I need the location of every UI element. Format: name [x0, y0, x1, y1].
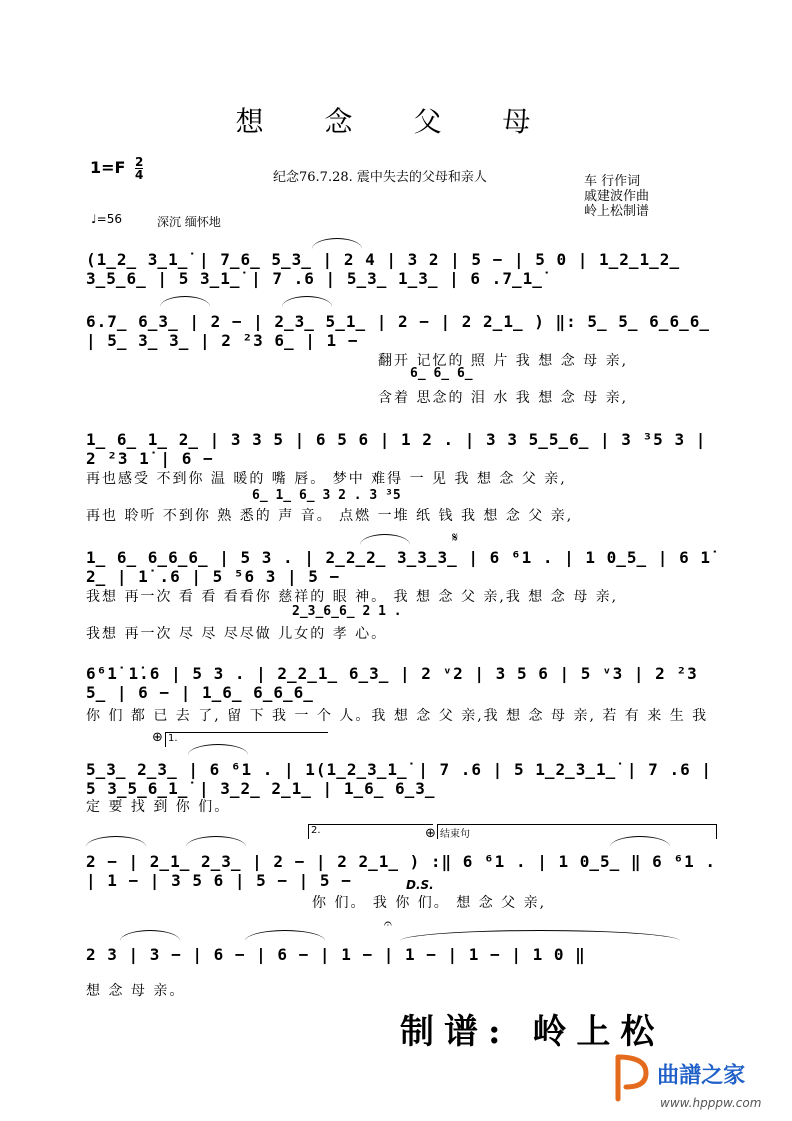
slur — [360, 534, 410, 545]
first-ending: 1. — [165, 732, 328, 747]
slur — [120, 930, 180, 941]
key-signature — [90, 156, 143, 181]
second-ending: 2. — [308, 824, 433, 839]
time-signature — [135, 156, 143, 181]
lyric-verse-2: 再也 聆听 不到你 熟 悉的 声 音。 点燃 一堆 纸 钱 我 想 念 父 亲, — [86, 508, 574, 524]
slur — [400, 930, 680, 941]
transcriber-signature: 制谱: 岭上松 — [400, 1012, 665, 1052]
slur — [245, 930, 325, 941]
score-row-4: 1̲ 6̲ 6̲6̲6̲ | 5 3 . | 2̲2̲2̲ 3̲3̲3̲ | 6 ⁶1 . | 1 0̲5̲ | 6 1̇ 2̲ | 1̇ .6 | 5 ⁵6 3 | 5 − — [86, 548, 711, 586]
score-row-8: 2 3 | 3 − | 6 − | 6 − | 1 − | 1 − | 1 − | 1 0 ‖ — [86, 945, 586, 964]
logo-text: 曲譜之家 — [657, 1063, 746, 1089]
lyric-verse-1: 我想 再一次 看 看 看看你 慈祥的 眼 神。 我 想 念 父 亲,我 想 念 母 亲, — [86, 589, 619, 605]
lyric-verse-1: 翻开 记忆的 照 片 我 想 念 母 亲, — [378, 353, 629, 369]
score-row-5: 6⁶1̇ 1̇.6 | 5 3 . | 2̲2̲1̲ 6̲3̲ | 2 ᵛ2 | 3 5 6 | 5 ᵛ3 | 2 ²3 5̲ | 6 − | 1̲6̲ 6̲6̲6̲ — [86, 664, 698, 702]
site-url[interactable]: www.hpppw.com — [660, 1096, 762, 1110]
transcriber-credit: 岭上松制谱 — [584, 204, 650, 219]
lyricist-credit: 车 行作词 — [584, 174, 641, 189]
da-segno-mark: D.S. — [406, 878, 434, 892]
segno-sign: 𝄋 — [452, 530, 459, 546]
logo-mark-icon — [612, 1053, 652, 1103]
coda-sign: ⊕ — [152, 730, 163, 745]
lyric-line: 你 们 都 已 去 了, 留 下 我 一 个 人。我 想 念 父 亲,我 想 念 母 亲, 若 有 来 生 我 — [86, 708, 709, 724]
lyric-verse-2: 含着 思念的 泪 水 我 想 念 母 亲, — [378, 390, 629, 406]
verse-2-variant: 2̲3̲6̲6̲ 2 1 . — [292, 604, 402, 619]
lyric-line: 你 们。 我 你 们。 想 念 父 亲, — [312, 895, 547, 911]
lyric-verse-1: 再也感受 不到你 温 暖的 嘴 唇。 梦中 难得 一 见 我 想 念 父 亲, — [86, 471, 567, 487]
meter-top: 2 — [135, 155, 144, 169]
song-title: 想 念 父 母 — [235, 105, 557, 138]
composer-credit: 戚建波作曲 — [584, 189, 650, 204]
verse-2-variant: 6̲ 1̲ 6̲ 3 2 . 3 ³5 — [252, 488, 401, 503]
slur — [160, 296, 210, 307]
verse-2-variant: 6̲ 6̲ 6̲ — [410, 366, 473, 381]
credits — [584, 174, 649, 219]
meter-bottom: 4 — [135, 168, 144, 182]
slur — [86, 836, 146, 847]
expression-mark: 深沉 缅怀地 — [157, 215, 221, 229]
score-row-7: 2 − | 2̲1̲ 2̲3̲ | 2 − | 2 2̲1̲ ) :‖ 6 ⁶1 . | 1 0̲5̲ ‖ 6 ⁶1 . | 1 − | 3 5 6 | 5 − | 5 − — [86, 852, 716, 890]
final-ending: 结束句 — [437, 824, 717, 839]
fermata-sign: 𝄐 — [384, 916, 392, 932]
slur — [282, 296, 332, 307]
coda-sign: ⊕ — [425, 826, 436, 841]
dedication: 纪念76.7.28. 震中失去的父母和亲人 — [273, 170, 487, 185]
lyric-line: 定 要 找 到 你 们。 — [86, 799, 231, 815]
lyric-verse-2: 我想 再一次 尽 尽 尽尽做 儿女的 孝 心。 — [86, 626, 388, 642]
key-label: 1=F — [90, 158, 126, 177]
lyric-line: 想 念 母 亲。 — [86, 983, 186, 999]
slur — [186, 836, 246, 847]
score-row-2: 6.7̲ 6̲3̲ | 2 − | 2̲3̲ 5̲1̲ | 2 − | 2 2̲1̲ ) ‖: 5̲ 5̲ 6̲6̲6̲ | 5̲ 3̲ 3̲ | 2 ²3 6̲ | 1 − — [86, 312, 710, 350]
tempo-mark: ♩=56 — [91, 212, 122, 226]
slur — [312, 238, 362, 249]
score-row-1: (1̲2̲ 3̲1̲̇ | 7̲6̲ 5̲3̲ | 2 4 | 3 2 | 5 − | 5 0 | 1̲2̲1̲2̲ 3̲5̲6̲ | 5 3̲1̲̇ | 7 .6 | 5̲3̲ 1̲3̲ | 6 .7̲1̲̇ — [86, 250, 681, 288]
score-row-3: 1̲ 6̲ 1̲ 2̲ | 3 3 5 | 6 5 6 | 1 2 . | 3 3 5̲5̲6̲ | 3 ³5 3 | 2 ²3 1̇ | 6 − — [86, 430, 707, 468]
score-row-6: 5̲3̲ 2̲3̲ | 6 ⁶1 . | 1(1̲2̲3̲1̲̇ | 7 .6 | 5 1̲2̲3̲1̲̇ | 7 .6 | 5 3̲5̲6̲1̲̇ | 3̲2̲ 2̲1̲ | 1̲6̲ 6̲3̲ — [86, 760, 712, 798]
